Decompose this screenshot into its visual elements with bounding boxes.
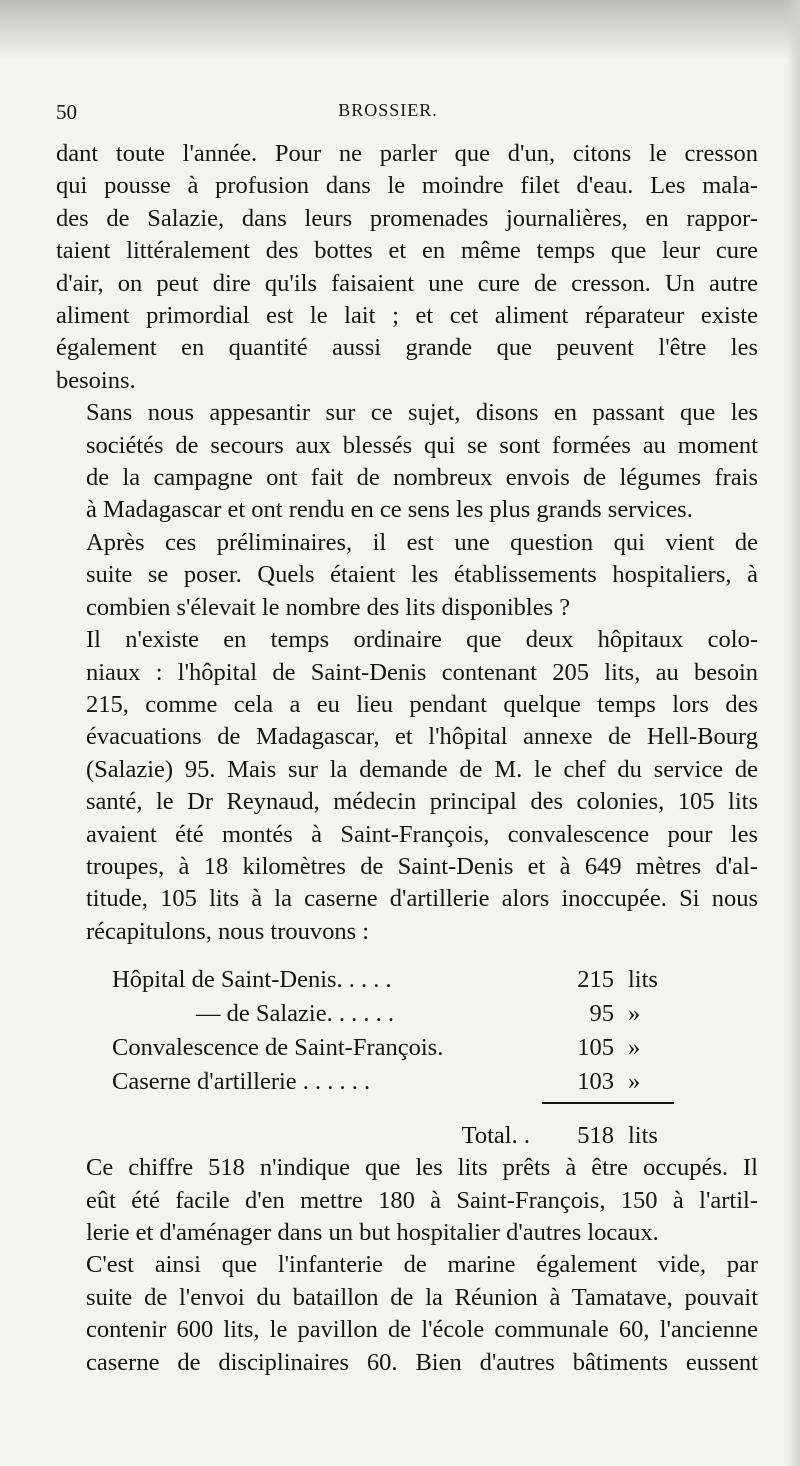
row-unit: lits [628,965,658,993]
row-unit: » [628,1033,641,1061]
text-line: titude, 105 lits à la caserne d'artillerie alors inoccupée. Si nous [86,885,758,913]
text-line: combien s'élevait le nombre des lits disponibles ? [86,593,571,621]
text-line: des de Salazie, dans leurs promenades journalières, en rappor- [56,204,758,232]
text-line: récapitulons, nous trouvons : [86,917,370,945]
page-body [56,138,758,1379]
table-row [56,996,758,1030]
text-line: contenir 600 lits, le pavillon de l'école communale 60, l'ancienne [86,1316,758,1344]
paragraph-5 [56,1152,758,1249]
text-line: taient littéralement des bottes et en même temps que leur cure [56,237,758,265]
text-line: caserne de disciplinaires 60. Bien d'autres bâtiments eussent [86,1348,758,1376]
text-line: niaux : l'hôpital de Saint-Denis contenant 205 lits, au besoin [86,658,758,686]
table-row [56,1064,758,1098]
page-right-edge [786,0,800,1466]
row-unit: » [628,999,641,1027]
text-line: 215, comme cela a eu lieu pendant quelque temps lors des [86,690,758,718]
table-total-row [56,1104,758,1152]
row-value: 95 [589,999,614,1027]
text-line: Ce chiffre 518 n'indique que les lits prêts à être occupés. Il [86,1154,758,1182]
bed-count-table [56,962,758,1152]
paragraph-3 [56,527,758,624]
table-row [56,962,758,996]
paragraph-2 [56,397,758,527]
row-value: 105 [577,1033,614,1061]
text-line: avaient été montés à Saint-François, convalescence pour les [86,820,758,848]
total-label: Total. . [461,1121,530,1149]
paragraph-1 [56,138,758,397]
row-value: 215 [577,965,614,993]
running-title: BROSSIER. [338,100,438,120]
text-line: suite de l'envoi du bataillon de la Réunion à Tamatave, pouvait [86,1283,758,1311]
text-line: troupes, à 18 kilomètres de Saint-Denis et à 649 mètres d'al- [86,852,758,880]
text-line: (Salazie) 95. Mais sur la demande de M. le chef du service de [86,755,758,783]
text-line: C'est ainsi que l'infanterie de marine également vide, par [86,1251,758,1279]
text-line: santé, le Dr Reynaud, médecin principal des colonies, 105 lits [86,788,758,816]
row-label: Hôpital de Saint-Denis. . . . . [112,965,392,993]
text-line: sociétés de secours aux blessés qui se sont formées au moment [86,431,758,459]
total-value: 518 [577,1121,614,1149]
page-number: 50 [56,100,77,124]
text-line: Après ces préliminaires, il est une question qui vient de [86,528,758,556]
text-line: qui pousse à profusion dans le moindre filet d'eau. Les mala- [56,172,758,200]
text-line: dant toute l'année. Pour ne parler que d'un, citons le cresson [56,140,758,167]
text-line: également en quantité aussi grande que peuvent l'être les [56,334,758,362]
text-line: de la campagne ont fait de nombreux envois de légumes frais [86,464,758,492]
text-line: lerie et d'aménager dans un but hospitalier d'autres locaux. [86,1218,659,1246]
row-label: — de Salazie. . . . . . [196,999,394,1027]
text-line: Sans nous appesantir sur ce sujet, disons en passant que les [86,399,758,427]
text-line: eût été facile d'en mettre 180 à Saint-François, 150 à l'artil- [86,1186,758,1214]
text-line: aliment primordial est le lait ; et cet aliment réparateur existe [56,302,758,330]
row-label: Caserne d'artillerie . . . . . . [112,1067,371,1095]
paragraph-6 [56,1249,758,1379]
text-line: besoins. [56,366,136,394]
text-line: Il n'existe en temps ordinaire que deux hôpitaux colo- [86,626,758,654]
paragraph-4 [56,624,758,948]
text-line: à Madagascar et ont rendu en ce sens les plus grands services. [86,496,693,524]
row-value: 103 [577,1067,614,1095]
table-row [56,1030,758,1064]
page-header [56,100,760,130]
row-unit: » [628,1067,641,1095]
text-line: évacuations de Madagascar, et l'hôpital annexe de Hell-Bourg [86,723,758,751]
text-line: suite se poser. Quels étaient les établissements hospitaliers, à [86,561,758,589]
total-unit: lits [628,1121,658,1149]
text-line: d'air, on peut dire qu'ils faisaient une cure de cresson. Un autre [56,269,758,297]
row-label: Convalescence de Saint-François. [112,1033,444,1061]
page-top-shadow [0,0,800,60]
